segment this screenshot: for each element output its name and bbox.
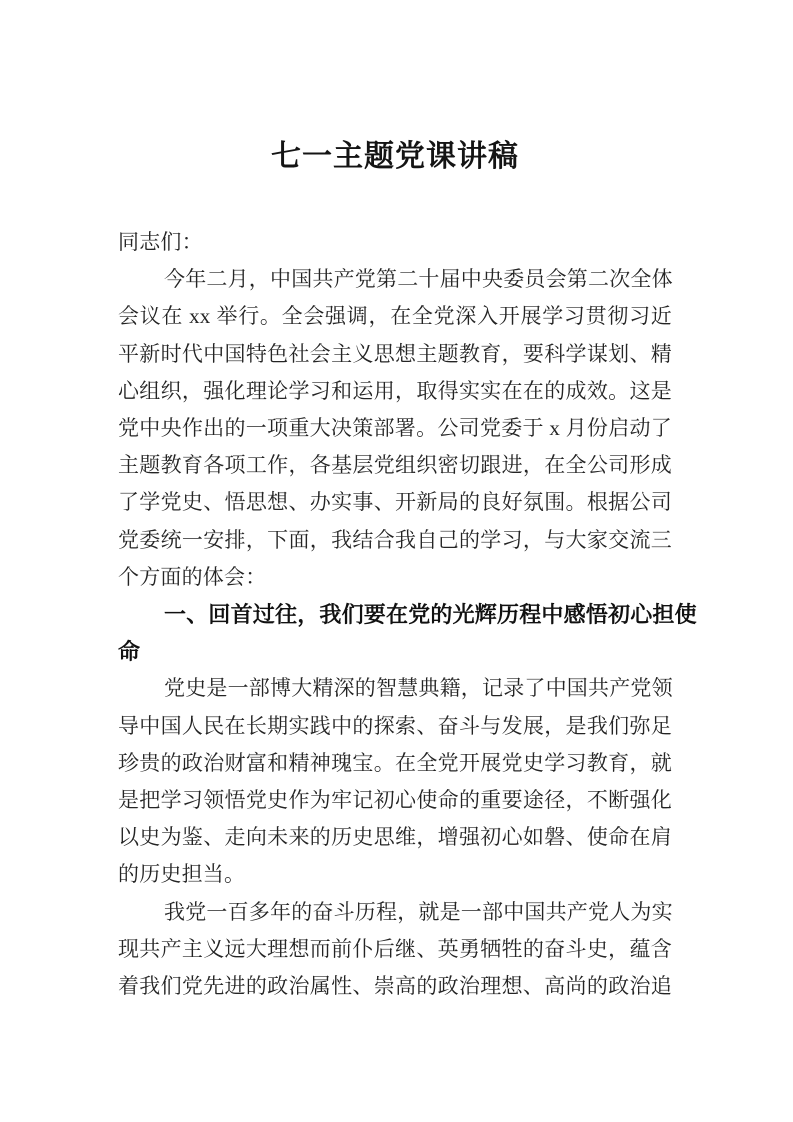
text-line: 珍贵的政治财富和精神瑰宝。在全党开展党史学习教育，就 [118, 750, 672, 775]
text-line: 一、回首过往，我们要在党的光辉历程中感悟初心担使 [164, 602, 697, 628]
text-line: 命 [118, 639, 141, 665]
text-line: 会议在 xx 举行。全会强调，在全党深入开展学习贯彻习近 [118, 304, 672, 329]
text-line: 主题教育各项工作，各基层党组织密切跟进，在全公司形成 [118, 453, 672, 478]
text-line: 导中国人民在长期实践中的探索、奋斗与发展，是我们弥足 [118, 713, 672, 738]
text-line: 我党一百多年的奋斗历程，就是一部中国共产党人为实 [164, 899, 673, 924]
text-line: 党史是一部博大精深的智慧典籍，记录了中国共产党领 [164, 676, 673, 701]
intro-paragraph [118, 261, 672, 596]
document-title: 七一主题党课讲稿 [271, 140, 519, 173]
text-line: 以史为鉴、走向未来的历史思维，增强初心如磐、使命在肩 [118, 825, 672, 850]
text-line: 现共产主义远大理想而前仆后继、英勇牺牲的奋斗史，蕴含 [118, 936, 672, 961]
text-line: 平新时代中国特色社会主义思想主题教育，要科学谋划、精 [118, 341, 672, 366]
page-content [118, 0, 697, 1005]
text-line: 心组织，强化理论学习和运用，取得实实在在的成效。这是 [118, 378, 672, 403]
text-line: 着我们党先进的政治属性、崇高的政治理想、高尚的政治追 [118, 974, 672, 999]
salutation-paragraph [118, 224, 672, 261]
section-heading-1 [118, 596, 697, 670]
text-line: 同志们： [118, 230, 203, 254]
text-line: 的历史担当。 [118, 862, 246, 887]
text-line: 党中央作出的一项重大决策部署。公司党委于 x 月份启动了 [118, 416, 672, 441]
struggle-history-paragraph [118, 894, 672, 1006]
text-line: 是把学习领悟党史作为牢记初心使命的重要途径，不断强化 [118, 788, 672, 813]
text-line: 党委统一安排，下面，我结合我自己的学习，与大家交流三 [118, 527, 672, 552]
text-line: 了学党史、悟思想、办实事、开新局的良好氛围。根据公司 [118, 490, 672, 515]
text-line: 今年二月，中国共产党第二十届中央委员会第二次全体 [164, 267, 673, 292]
text-line: 个方面的体会： [118, 564, 267, 589]
party-history-paragraph [118, 670, 672, 893]
